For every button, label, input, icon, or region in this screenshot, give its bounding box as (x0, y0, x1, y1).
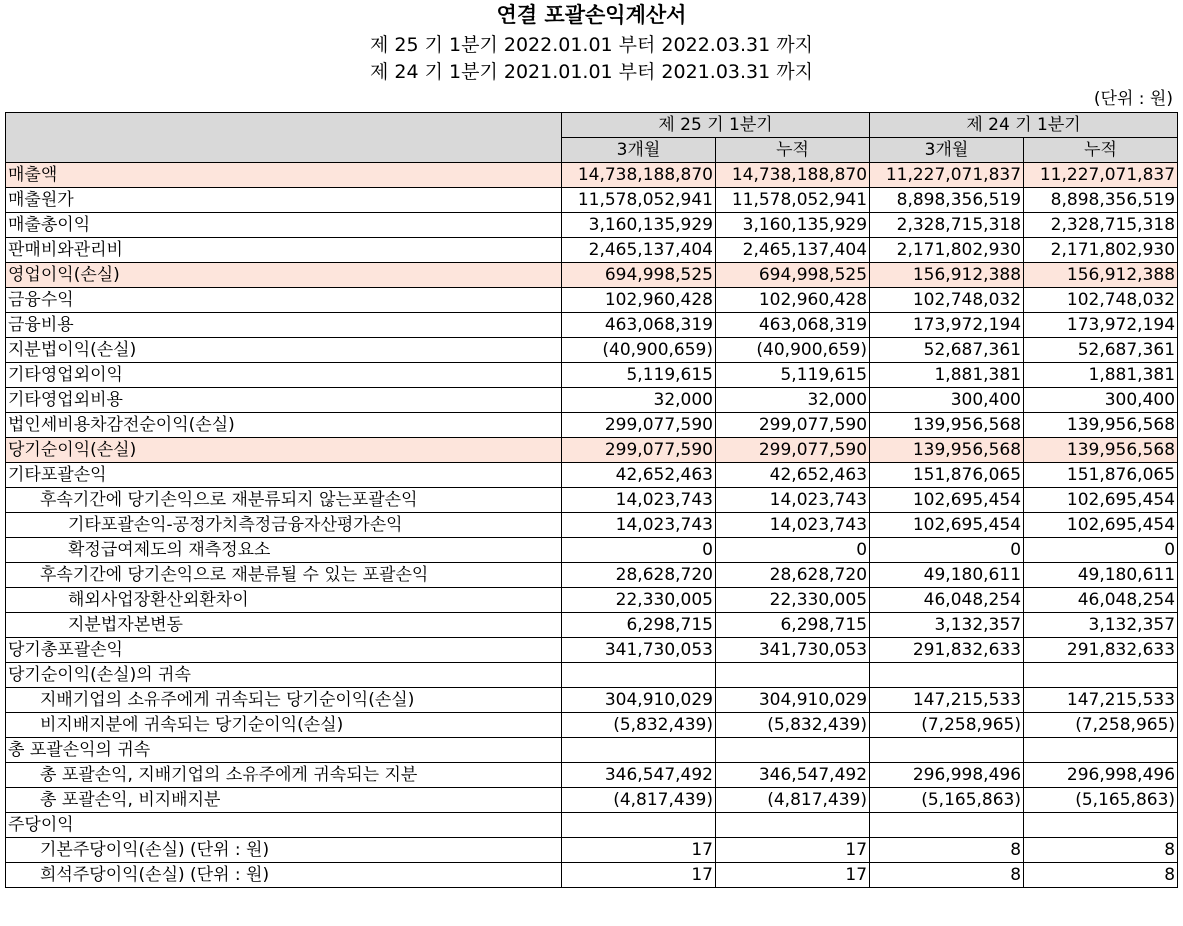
current-cumulative-value: 14,023,743 (716, 488, 870, 513)
current-cumulative-value: 6,298,715 (716, 613, 870, 638)
prior-cumulative-value: 156,912,388 (1024, 263, 1178, 288)
prior-cumulative-value: 11,227,071,837 (1024, 163, 1178, 188)
current-three-month-value: 0 (562, 538, 716, 563)
table-row (6, 163, 1178, 188)
table-row (6, 588, 1178, 613)
current-cumulative-value: (4,817,439) (716, 788, 870, 813)
current-cumulative-value: 17 (716, 838, 870, 863)
current-three-month-value: 14,023,743 (562, 513, 716, 538)
prior-three-month-value: 296,998,496 (870, 763, 1024, 788)
prior-three-month-value: 46,048,254 (870, 588, 1024, 613)
current-cumulative-value: 463,068,319 (716, 313, 870, 338)
prior-cumulative-value: 1,881,381 (1024, 363, 1178, 388)
prior-cumulative-value (1024, 663, 1178, 688)
header-row-periods (6, 113, 1178, 138)
prior-three-month-value: (5,165,863) (870, 788, 1024, 813)
table-row (6, 488, 1178, 513)
current-three-month-value: 694,998,525 (562, 263, 716, 288)
current-three-month-value: 299,077,590 (562, 413, 716, 438)
table-row (6, 763, 1178, 788)
table-row (6, 338, 1178, 363)
prior-cumulative-value: 8 (1024, 863, 1178, 888)
row-label: 비지배지분에 귀속되는 당기순이익(손실) (6, 713, 562, 738)
current-three-month-value: 17 (562, 838, 716, 863)
row-label: 총 포괄손익의 귀속 (6, 738, 562, 763)
table-row (6, 663, 1178, 688)
prior-three-month-value (870, 813, 1024, 838)
prior-three-month-value: 139,956,568 (870, 413, 1024, 438)
current-cumulative-value (716, 813, 870, 838)
current-cumulative-value: (5,832,439) (716, 713, 870, 738)
table-row (6, 813, 1178, 838)
current-cumulative-value: 32,000 (716, 388, 870, 413)
current-cumulative-value (716, 738, 870, 763)
current-three-month-value: 17 (562, 863, 716, 888)
current-three-month-value: 299,077,590 (562, 438, 716, 463)
current-three-month-value: 102,960,428 (562, 288, 716, 313)
table-row (6, 313, 1178, 338)
table-row (6, 238, 1178, 263)
current-three-month-value: (5,832,439) (562, 713, 716, 738)
prior-cumulative-value: 8 (1024, 838, 1178, 863)
current-three-month-value: 5,119,615 (562, 363, 716, 388)
prior-three-month-value: 49,180,611 (870, 563, 1024, 588)
row-label: 매출총이익 (6, 213, 562, 238)
row-label: 확정급여제도의 재측정요소 (6, 538, 562, 563)
current-three-month-value: 22,330,005 (562, 588, 716, 613)
row-label: 판매비와관리비 (6, 238, 562, 263)
prior-cumulative-value: 139,956,568 (1024, 413, 1178, 438)
current-three-month-value: 32,000 (562, 388, 716, 413)
current-cumulative-value: 341,730,053 (716, 638, 870, 663)
prior-three-month-value: 156,912,388 (870, 263, 1024, 288)
current-cumulative-value: 28,628,720 (716, 563, 870, 588)
prior-cumulative-value: 147,215,533 (1024, 688, 1178, 713)
current-three-month-value: 28,628,720 (562, 563, 716, 588)
table-row (6, 838, 1178, 863)
current-cumulative-value: 14,023,743 (716, 513, 870, 538)
table-row (6, 363, 1178, 388)
prior-cumulative-value: 49,180,611 (1024, 563, 1178, 588)
prior-three-month-value: 173,972,194 (870, 313, 1024, 338)
current-three-month-value: 14,023,743 (562, 488, 716, 513)
table-row (6, 513, 1178, 538)
row-label: 영업이익(손실) (6, 263, 562, 288)
prior-cumulative-value: 46,048,254 (1024, 588, 1178, 613)
prior-cumulative-value: 102,695,454 (1024, 513, 1178, 538)
current-three-month-value (562, 813, 716, 838)
prior-three-month-value: 102,695,454 (870, 488, 1024, 513)
prior-three-month-value: 3,132,357 (870, 613, 1024, 638)
table-row (6, 538, 1178, 563)
table-row (6, 638, 1178, 663)
current-three-month-value: 3,160,135,929 (562, 213, 716, 238)
row-label: 기본주당이익(손실) (단위 : 원) (6, 838, 562, 863)
row-label: 금융수익 (6, 288, 562, 313)
row-label: 금융비용 (6, 313, 562, 338)
prior-cumulative-value: (7,258,965) (1024, 713, 1178, 738)
prior-cumulative-value: 3,132,357 (1024, 613, 1178, 638)
table-row (6, 288, 1178, 313)
current-cumulative-value: 2,465,137,404 (716, 238, 870, 263)
prior-three-month-value: 2,171,802,930 (870, 238, 1024, 263)
prior-cumulative-value: 173,972,194 (1024, 313, 1178, 338)
current-cumulative-value: 346,547,492 (716, 763, 870, 788)
prior-cumulative-value: 0 (1024, 538, 1178, 563)
row-label: 지분법자본변동 (6, 613, 562, 638)
prior-three-month-value: 8 (870, 863, 1024, 888)
header-current-three-month: 3개월 (562, 138, 716, 163)
table-row (6, 413, 1178, 438)
current-three-month-value: 6,298,715 (562, 613, 716, 638)
prior-three-month-value: 8,898,356,519 (870, 188, 1024, 213)
current-three-month-value: 11,578,052,941 (562, 188, 716, 213)
current-cumulative-value: 42,652,463 (716, 463, 870, 488)
row-label: 법인세비용차감전순이익(손실) (6, 413, 562, 438)
row-label: 해외사업장환산외환차이 (6, 588, 562, 613)
row-label: 총 포괄손익, 지배기업의 소유주에게 귀속되는 지분 (6, 763, 562, 788)
table-row (6, 788, 1178, 813)
prior-three-month-value: 300,400 (870, 388, 1024, 413)
table-row (6, 213, 1178, 238)
prior-three-month-value: 151,876,065 (870, 463, 1024, 488)
prior-cumulative-value (1024, 738, 1178, 763)
prior-cumulative-value: 2,328,715,318 (1024, 213, 1178, 238)
row-label: 기타영업외비용 (6, 388, 562, 413)
row-label: 기타포괄손익 (6, 463, 562, 488)
current-cumulative-value (716, 663, 870, 688)
current-three-month-value: 341,730,053 (562, 638, 716, 663)
prior-cumulative-value: 300,400 (1024, 388, 1178, 413)
row-label: 총 포괄손익, 비지배지분 (6, 788, 562, 813)
prior-three-month-value: 102,695,454 (870, 513, 1024, 538)
row-label: 지배기업의 소유주에게 귀속되는 당기순이익(손실) (6, 688, 562, 713)
current-cumulative-value: 304,910,029 (716, 688, 870, 713)
prior-three-month-value: 1,881,381 (870, 363, 1024, 388)
header-prior-period: 제 24 기 1분기 (870, 113, 1178, 138)
row-label: 주당이익 (6, 813, 562, 838)
table-row (6, 438, 1178, 463)
prior-cumulative-value: 8,898,356,519 (1024, 188, 1178, 213)
table-row (6, 388, 1178, 413)
current-cumulative-value: 299,077,590 (716, 438, 870, 463)
prior-three-month-value: 52,687,361 (870, 338, 1024, 363)
current-three-month-value: 2,465,137,404 (562, 238, 716, 263)
prior-three-month-value: (7,258,965) (870, 713, 1024, 738)
table-row (6, 863, 1178, 888)
table-row (6, 613, 1178, 638)
current-cumulative-value: (40,900,659) (716, 338, 870, 363)
statement-title: 연결 포괄손익계산서 (496, 3, 687, 27)
row-label: 후속기간에 당기손익으로 재분류될 수 있는 포괄손익 (6, 563, 562, 588)
prior-three-month-value: 291,832,633 (870, 638, 1024, 663)
prior-three-month-value: 11,227,071,837 (870, 163, 1024, 188)
prior-three-month-value: 8 (870, 838, 1024, 863)
row-label: 당기순이익(손실)의 귀속 (6, 663, 562, 688)
prior-three-month-value (870, 663, 1024, 688)
current-three-month-value: 42,652,463 (562, 463, 716, 488)
header-blank-cell (6, 113, 562, 163)
row-label: 당기순이익(손실) (6, 438, 562, 463)
prior-three-month-value: 2,328,715,318 (870, 213, 1024, 238)
current-period-range: 제 25 기 1분기 2022.01.01 부터 2022.03.31 까지 (370, 34, 813, 56)
table-row (6, 688, 1178, 713)
header-current-cumulative: 누적 (716, 138, 870, 163)
current-three-month-value: 346,547,492 (562, 763, 716, 788)
row-label: 후속기간에 당기손익으로 재분류되지 않는포괄손익 (6, 488, 562, 513)
prior-three-month-value: 139,956,568 (870, 438, 1024, 463)
row-label: 기타포괄손익-공정가치측정금융자산평가손익 (6, 513, 562, 538)
prior-three-month-value (870, 738, 1024, 763)
prior-cumulative-value: 102,695,454 (1024, 488, 1178, 513)
unit-label: (단위 : 원) (1093, 89, 1173, 109)
prior-three-month-value: 102,748,032 (870, 288, 1024, 313)
current-cumulative-value: 3,160,135,929 (716, 213, 870, 238)
current-cumulative-value: 299,077,590 (716, 413, 870, 438)
row-label: 지분법이익(손실) (6, 338, 562, 363)
current-cumulative-value: 14,738,188,870 (716, 163, 870, 188)
current-cumulative-value: 694,998,525 (716, 263, 870, 288)
header-current-period: 제 25 기 1분기 (562, 113, 870, 138)
table-row (6, 188, 1178, 213)
row-label: 희석주당이익(손실) (단위 : 원) (6, 863, 562, 888)
current-three-month-value: 463,068,319 (562, 313, 716, 338)
prior-cumulative-value: 52,687,361 (1024, 338, 1178, 363)
table-body (6, 163, 1178, 888)
table-row (6, 738, 1178, 763)
current-cumulative-value: 22,330,005 (716, 588, 870, 613)
prior-cumulative-value (1024, 813, 1178, 838)
prior-period-range: 제 24 기 1분기 2021.01.01 부터 2021.03.31 까지 (370, 61, 813, 83)
table-row (6, 563, 1178, 588)
prior-cumulative-value: 151,876,065 (1024, 463, 1178, 488)
current-three-month-value (562, 663, 716, 688)
current-cumulative-value: 0 (716, 538, 870, 563)
prior-three-month-value: 0 (870, 538, 1024, 563)
row-label: 기타영업외이익 (6, 363, 562, 388)
row-label: 매출액 (6, 163, 562, 188)
row-label: 매출원가 (6, 188, 562, 213)
prior-cumulative-value: 139,956,568 (1024, 438, 1178, 463)
current-cumulative-value: 102,960,428 (716, 288, 870, 313)
current-three-month-value: (40,900,659) (562, 338, 716, 363)
prior-cumulative-value: 296,998,496 (1024, 763, 1178, 788)
row-label: 당기총포괄손익 (6, 638, 562, 663)
header-prior-three-month: 3개월 (870, 138, 1024, 163)
current-three-month-value: 14,738,188,870 (562, 163, 716, 188)
current-three-month-value: (4,817,439) (562, 788, 716, 813)
current-cumulative-value: 5,119,615 (716, 363, 870, 388)
current-cumulative-value: 17 (716, 863, 870, 888)
current-three-month-value: 304,910,029 (562, 688, 716, 713)
prior-cumulative-value: 2,171,802,930 (1024, 238, 1178, 263)
prior-cumulative-value: 102,748,032 (1024, 288, 1178, 313)
prior-cumulative-value: 291,832,633 (1024, 638, 1178, 663)
current-three-month-value (562, 738, 716, 763)
prior-cumulative-value: (5,165,863) (1024, 788, 1178, 813)
table-row (6, 463, 1178, 488)
current-cumulative-value: 11,578,052,941 (716, 188, 870, 213)
header-prior-cumulative: 누적 (1024, 138, 1178, 163)
table-row (6, 263, 1178, 288)
income-statement-table (5, 112, 1178, 888)
prior-three-month-value: 147,215,533 (870, 688, 1024, 713)
table-row (6, 713, 1178, 738)
